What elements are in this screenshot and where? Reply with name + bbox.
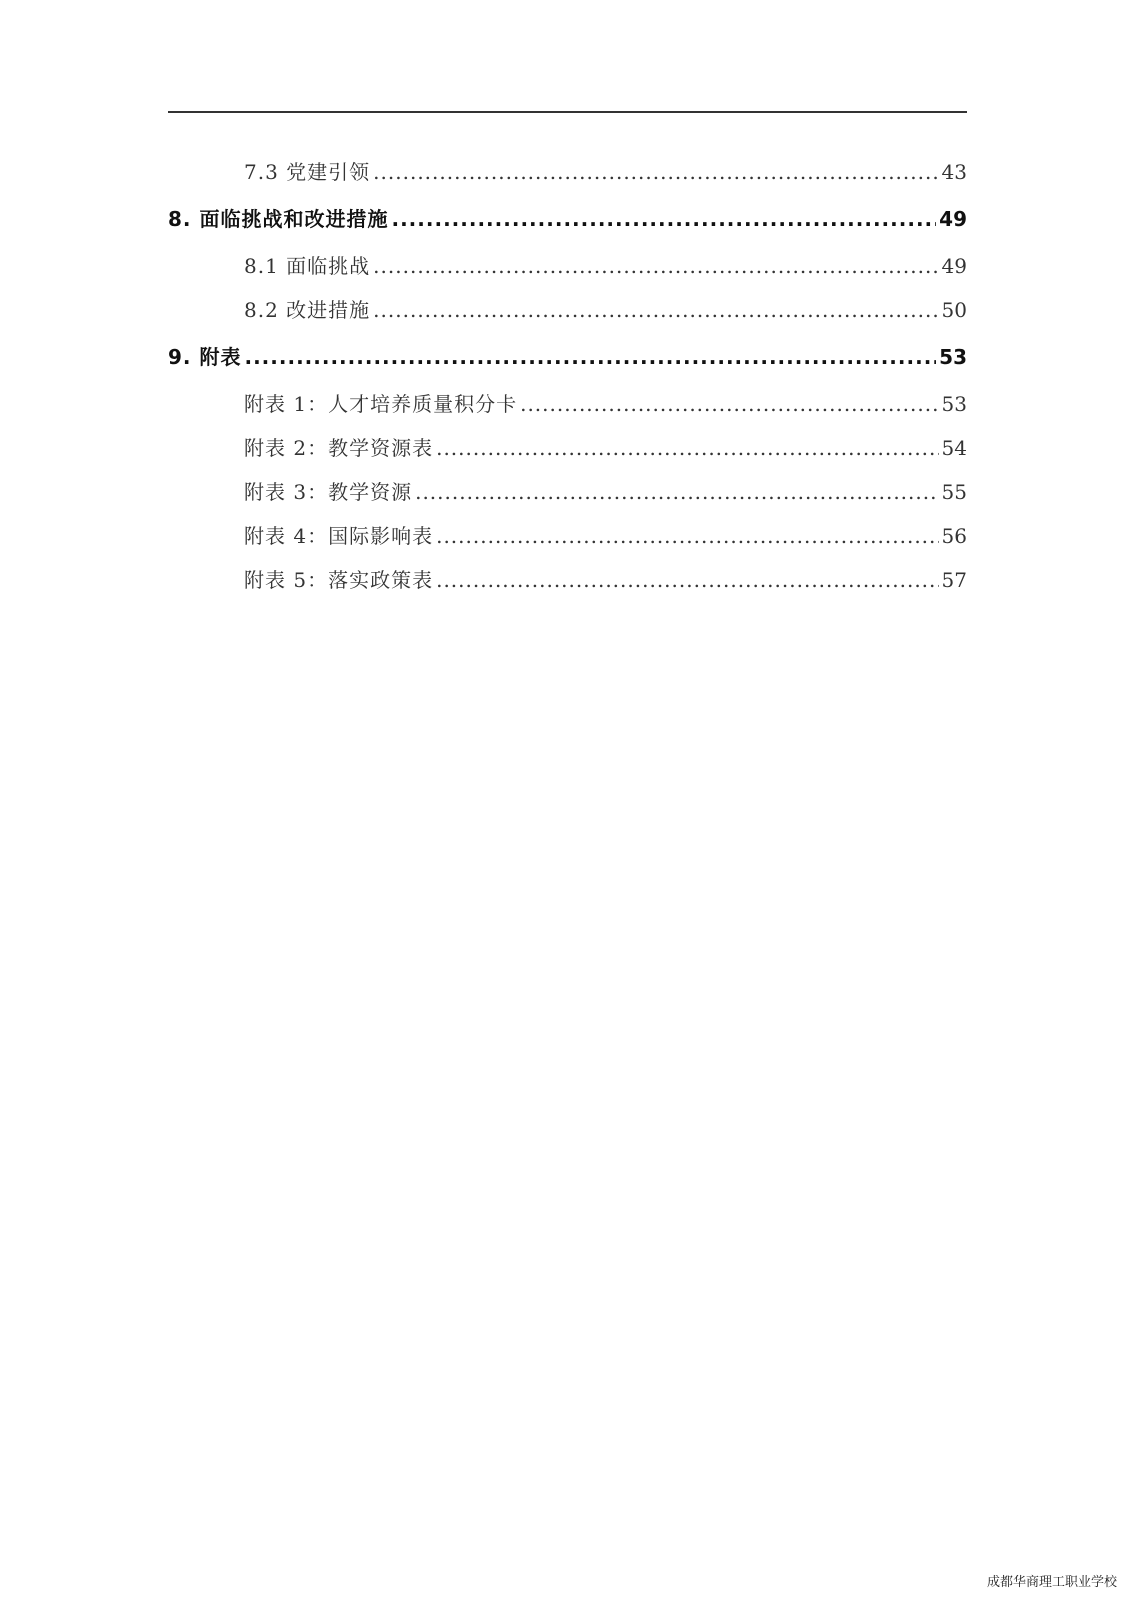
toc-entry-appendix-1[interactable]	[168, 382, 967, 426]
toc-entry-page: 53	[939, 345, 967, 369]
toc-entry-8-1[interactable]	[168, 244, 967, 288]
toc-entry-8-2[interactable]	[168, 288, 967, 332]
toc-leader-dots	[436, 514, 938, 558]
toc-entry-7-3[interactable]	[168, 150, 967, 194]
toc-entry-page: 57	[941, 568, 967, 592]
footer-school-name: 成都华商理工职业学校	[986, 1575, 1117, 1590]
toc-entry-page: 54	[941, 436, 967, 460]
toc-leader-dots	[436, 426, 938, 470]
toc-leader-dots	[373, 244, 938, 288]
toc-entry-label: 附表 4：国际影响表	[244, 524, 434, 548]
toc-leader-dots	[244, 332, 936, 382]
toc-entry-label: 8.2 改进措施	[244, 298, 371, 322]
toc-entry-label: 附表 5：落实政策表	[244, 568, 434, 592]
toc-entry-8[interactable]	[168, 194, 967, 244]
toc-entry-page: 43	[941, 160, 967, 184]
toc-entry-appendix-2[interactable]	[168, 426, 967, 470]
toc-leader-dots	[520, 382, 938, 426]
toc-leader-dots	[373, 150, 938, 194]
toc-entry-page: 49	[941, 254, 967, 278]
toc-entry-appendix-5[interactable]	[168, 558, 967, 602]
toc-leader-dots	[436, 558, 938, 602]
toc-entry-page: 56	[941, 524, 967, 548]
header-rule	[168, 111, 967, 113]
toc-entry-appendix-3[interactable]	[168, 470, 967, 514]
toc-entry-label: 7.3 党建引领	[244, 160, 371, 184]
toc-leader-dots	[391, 194, 936, 244]
toc-entry-label: 附表 2：教学资源表	[244, 436, 434, 460]
toc-entry-appendix-4[interactable]	[168, 514, 967, 558]
toc-entry-label: 8. 面临挑战和改进措施	[168, 207, 389, 231]
toc-leader-dots	[373, 288, 938, 332]
toc-entry-page: 50	[941, 298, 967, 322]
toc-entry-label: 附表 1：人才培养质量积分卡	[244, 392, 518, 416]
toc-entry-page: 55	[941, 480, 967, 504]
table-of-contents	[168, 150, 967, 602]
toc-entry-label: 8.1 面临挑战	[244, 254, 371, 278]
toc-entry-label: 附表 3：教学资源	[244, 480, 413, 504]
toc-entry-label: 9. 附表	[168, 345, 242, 369]
toc-entry-page: 53	[941, 392, 967, 416]
toc-entry-9[interactable]	[168, 332, 967, 382]
toc-entry-page: 49	[939, 207, 967, 231]
toc-leader-dots	[415, 470, 938, 514]
